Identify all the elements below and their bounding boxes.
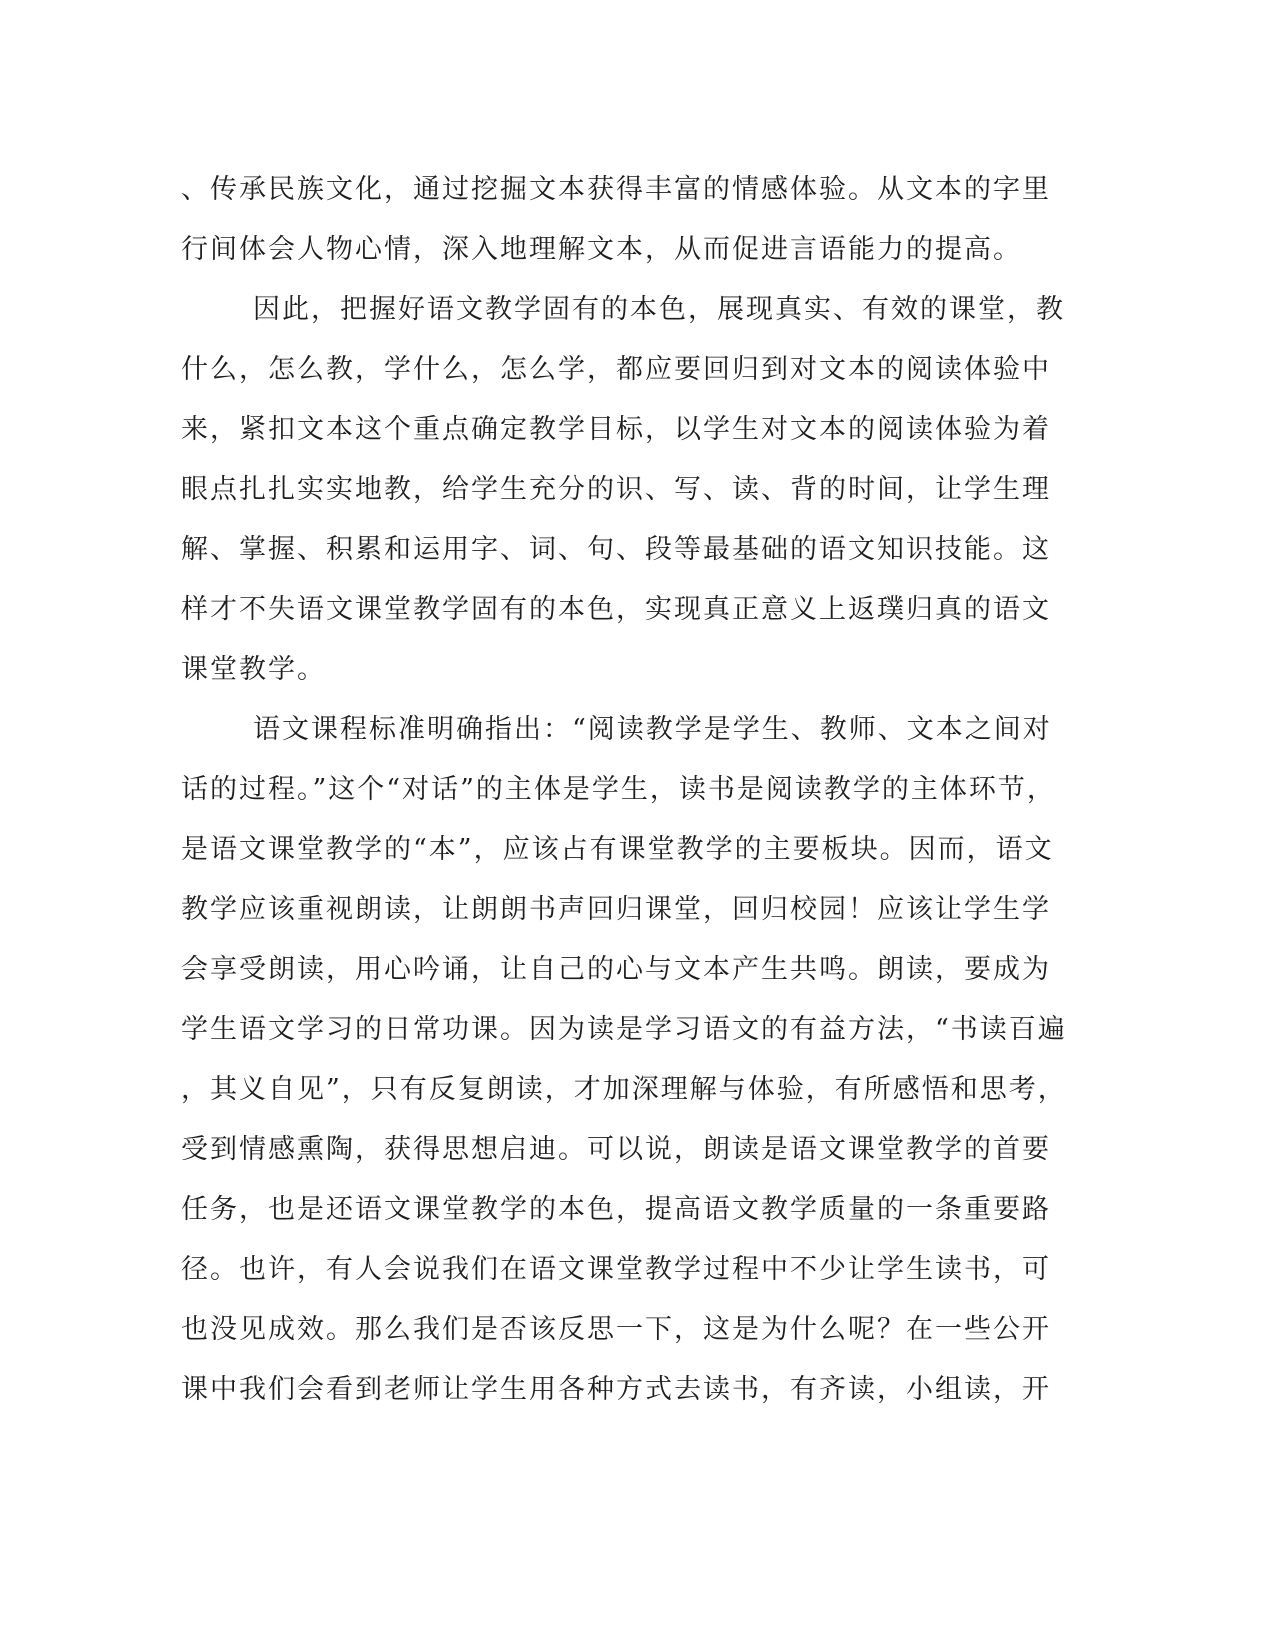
- text-line: 受到情感熏陶，获得思想启迪。可以说，朗读是语文课堂教学的首要: [181, 1134, 1051, 1165]
- text-line: 话的过程。”这个“对话”的主体是学生，读书是阅读教学的主体环节，: [181, 774, 1056, 805]
- text-line: 任务，也是还语文课堂教学的本色，提高语文教学质量的一条重要路: [181, 1194, 1051, 1225]
- text-line: 样才不失语文课堂教学固有的本色，实现真正意义上返璞归真的语文: [181, 594, 1051, 625]
- paragraph-start-line: 因此，把握好语文教学固有的本色，展现真实、有效的课堂，教: [253, 294, 1065, 325]
- text-line: 学生语文学习的日常功课。因为读是学习语文的有益方法，“书读百遍: [181, 1014, 1067, 1045]
- text-line: 课中我们会看到老师让学生用各种方式去读书，有齐读，小组读，开: [181, 1374, 1051, 1405]
- text-line: 什么，怎么教，学什么，怎么学，都应要回归到对文本的阅读体验中: [181, 354, 1051, 385]
- text-line: ，其义自见”，只有反复朗读，才加深理解与体验，有所感悟和思考，: [181, 1074, 1067, 1105]
- text-line: 教学应该重视朗读，让朗朗书声回归课堂，回归校园！应该让学生学: [181, 894, 1051, 925]
- body-text: [181, 160, 1067, 1420]
- text-line: 、传承民族文化，通过挖掘文本获得丰富的情感体验。从文本的字里: [181, 174, 1051, 205]
- text-line: 解、掌握、积累和运用字、词、句、段等最基础的语文知识技能。这: [181, 534, 1051, 565]
- text-line: 行间体会人物心情，深入地理解文本，从而促进言语能力的提高。: [181, 234, 1022, 265]
- text-line: 会享受朗读，用心吟诵，让自己的心与文本产生共鸣。朗读，要成为: [181, 954, 1051, 985]
- text-line: 课堂教学。: [181, 654, 326, 685]
- text-line: 来，紧扣文本这个重点确定教学目标，以学生对文本的阅读体验为着: [181, 414, 1051, 445]
- paragraph-start-line: 语文课程标准明确指出：“阅读教学是学生、教师、文本之间对: [253, 714, 1052, 745]
- text-line: 也没见成效。那么我们是否该反思一下，这是为什么呢？在一些公开: [181, 1314, 1051, 1345]
- text-line: 眼点扎扎实实地教，给学生充分的识、写、读、背的时间，让学生理: [181, 474, 1051, 505]
- text-line: 径。也许，有人会说我们在语文课堂教学过程中不少让学生读书，可: [181, 1254, 1051, 1285]
- text-line: 是语文课堂教学的“本”，应该占有课堂教学的主要板块。因而，语文: [181, 834, 1054, 865]
